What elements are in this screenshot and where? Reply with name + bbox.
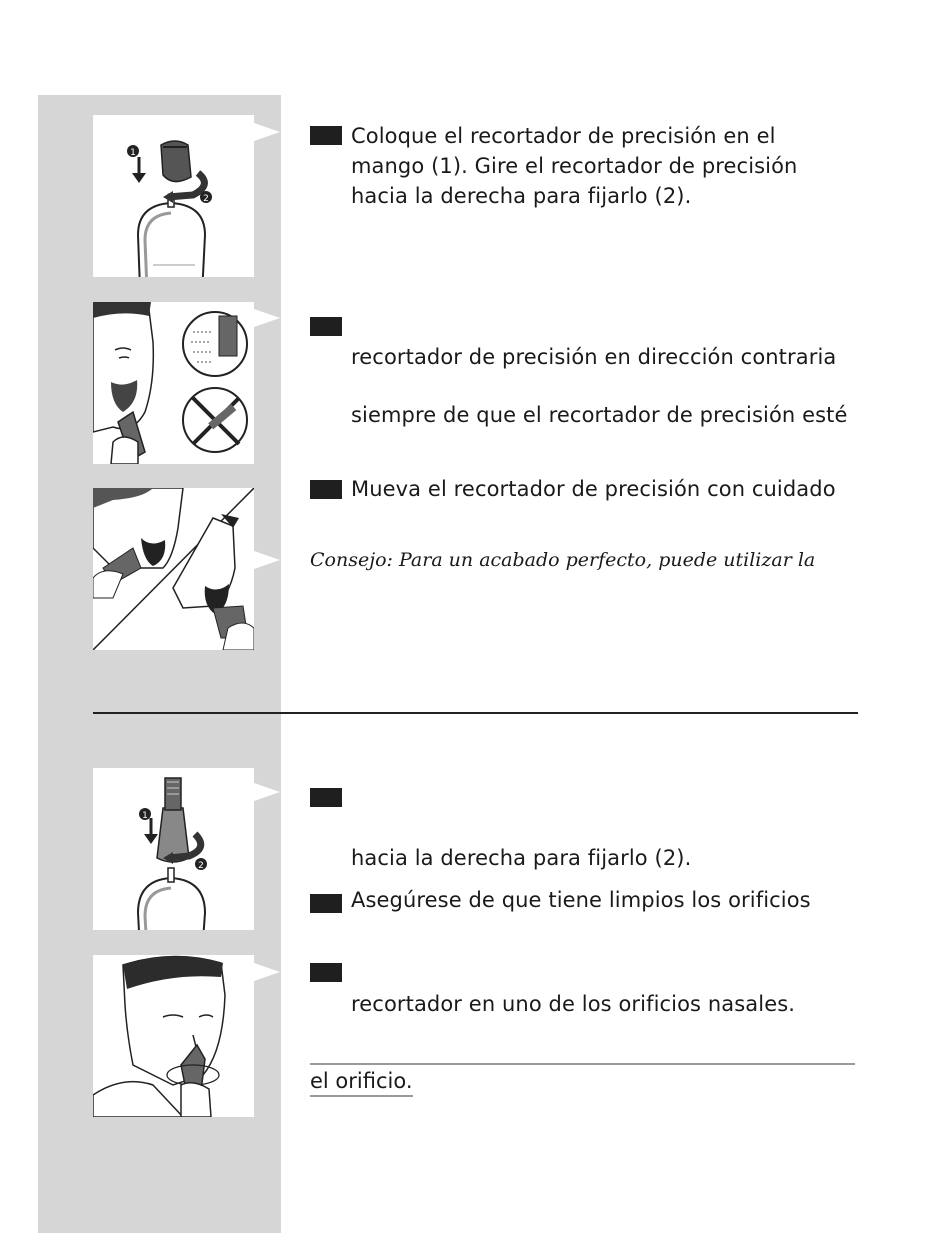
- step-bullet: [310, 126, 342, 145]
- step-bullet: [310, 894, 342, 913]
- nose-step-3-line: recortador en uno de los orificios nasales.: [351, 992, 796, 1016]
- nose-step-1-line: hacia la derecha para fijarlo (2).: [351, 846, 692, 870]
- step-1-line-1: Coloque el recortador de precisión en el: [351, 124, 776, 148]
- step-1-line-2: mango (1). Gire el recortador de precisión: [351, 154, 798, 178]
- illustration-attach-nose-trimmer: [93, 768, 254, 930]
- panel-pointer: [254, 309, 280, 327]
- illustration-attach-precision-trimmer: [93, 115, 254, 277]
- panel-pointer: [254, 551, 280, 569]
- step-1-line-3: hacia la derecha para fijarlo (2).: [351, 184, 692, 208]
- step-3-line-1: Mueva el recortador de precisión con cuidado: [351, 477, 836, 501]
- callout-2-label: 2: [198, 861, 204, 871]
- nose-step-2-line: Asegúrese de que tiene limpios los orificios: [351, 888, 811, 912]
- tip-text: Consejo: Para un acabado perfecto, puede utilizar la: [310, 549, 816, 571]
- illustration-nose-trimming: [93, 955, 254, 1117]
- illustration-trim-beard-direction: [93, 302, 254, 464]
- section-divider: [93, 712, 858, 714]
- step-bullet: [310, 317, 342, 336]
- note-text: el orificio.: [310, 1068, 413, 1097]
- step-bullet: [310, 788, 342, 807]
- callout-1-label: 1: [130, 148, 136, 158]
- note-rule: [310, 1063, 855, 1065]
- panel-pointer: [254, 963, 280, 981]
- callout-2-label: 2: [203, 194, 209, 204]
- panel-pointer: [254, 123, 280, 141]
- step-2-line-1: recortador de precisión en dirección contraria: [351, 345, 837, 369]
- step-bullet: [310, 963, 342, 982]
- illustration-move-trimmer: [93, 488, 254, 650]
- step-2-line-2: siempre de que el recortador de precisión esté: [351, 403, 848, 427]
- panel-pointer: [254, 783, 280, 801]
- callout-1-label: 1: [142, 811, 148, 821]
- step-bullet: [310, 480, 342, 499]
